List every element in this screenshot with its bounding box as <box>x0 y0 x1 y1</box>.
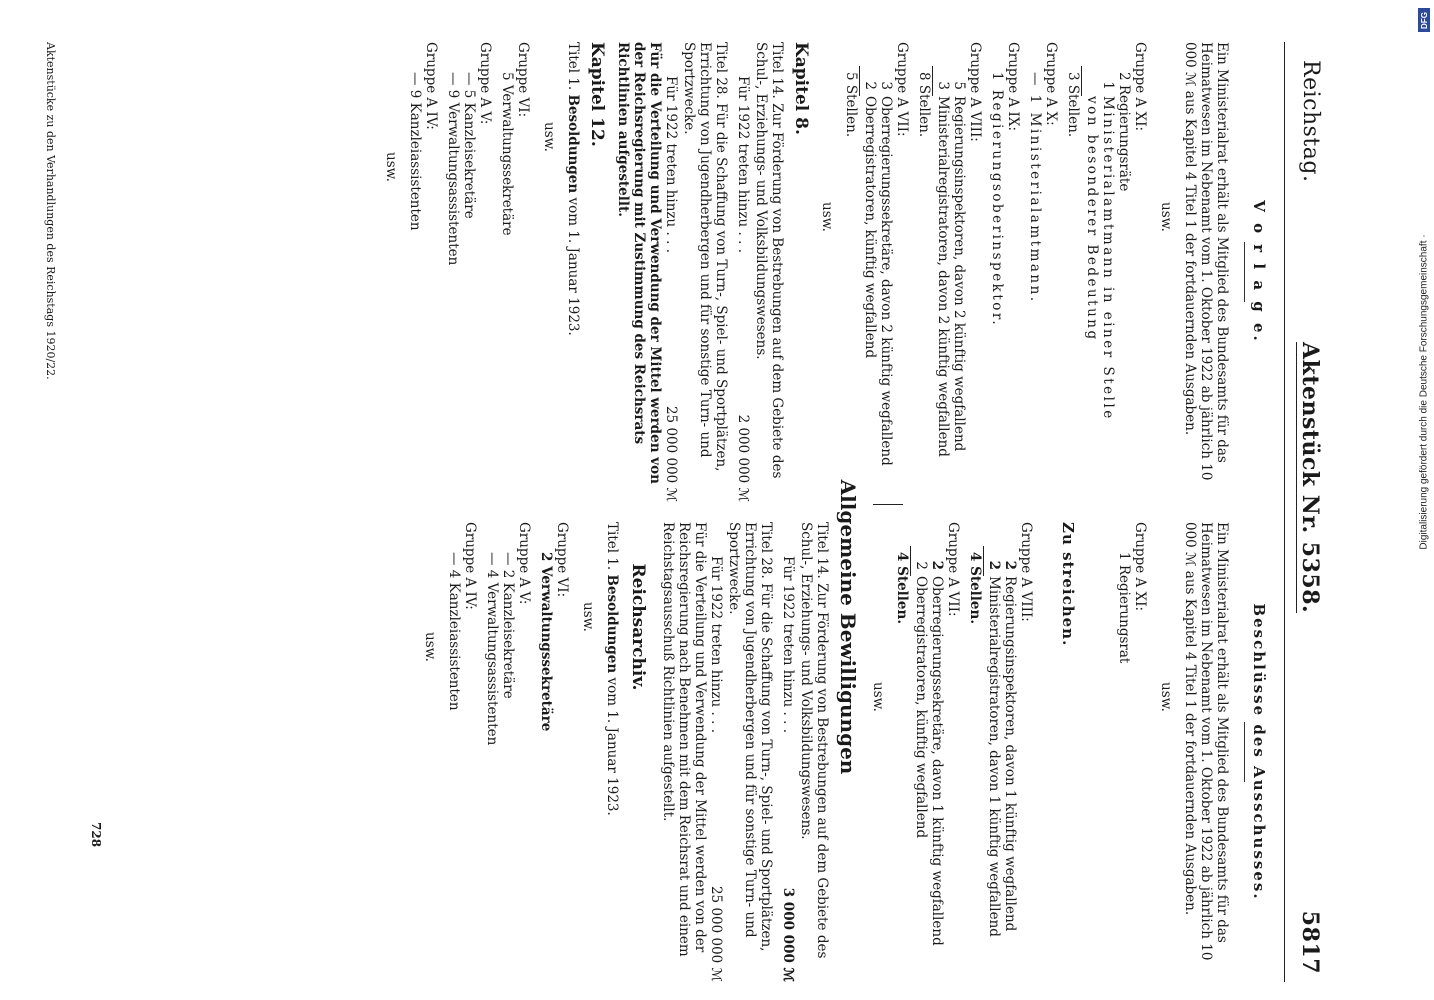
usw-text: usw. <box>422 632 438 662</box>
titel-paragraph <box>681 42 729 502</box>
entry-number: 2 <box>913 561 929 570</box>
usw-text: usw. <box>870 682 886 712</box>
group-entry: — 9 Kanzleiassistenten <box>407 72 423 231</box>
header-rule <box>1284 42 1285 982</box>
entry-number: 2 <box>1002 560 1018 570</box>
dfg-logo <box>1418 8 1430 32</box>
group-entry: 1 Regierungsrat <box>1116 552 1132 664</box>
amount-value: 3 000 000 ℳ <box>780 887 796 982</box>
sum-rule <box>1081 66 1082 96</box>
dfg-logo-text: DFG <box>1419 11 1429 29</box>
right-intro-paragraph: Ein Ministerialrat erhält als Mitglied des Bundesamts für das Heimatwesen im Nebenamt vom 1. Oktober 1922 ab jährlich 10 000 ℳ aus Kapitel 4 Titel 1 der fortdauernden Ausgaben. <box>1182 522 1230 961</box>
group-entry <box>1100 72 1116 502</box>
titel-bold-text: Besoldungen <box>604 574 620 674</box>
divider <box>1244 722 1245 782</box>
group-label: Gruppe A VIII: <box>967 42 983 142</box>
group-label: Gruppe A IX: <box>1005 42 1021 132</box>
titel-label: Titel 1. <box>565 42 581 91</box>
entry-text: Oberregistratoren, künftig wegfallend <box>862 96 878 359</box>
titel-text: vom 1. Januar 1923. <box>565 197 581 336</box>
group-entry: — 1 Ministerialamtmann. <box>1027 72 1043 304</box>
titel-text: Für die Schaffung von Turn-, Spiel- und Sportplätzen, Errichtung von Jugendherbergen und für sonstige Turn- und Sportzwecke. <box>681 42 729 472</box>
sum-rule <box>932 66 933 96</box>
amount-line <box>735 76 751 502</box>
dfg-credit-text: Digitalisierung gefördert durch die Deutsche Forschungsgemeinschaft · <box>1418 234 1430 550</box>
group-sum: 8 Stellen. <box>916 72 932 138</box>
titel-paragraph <box>565 42 581 502</box>
titel-paragraph <box>726 522 774 982</box>
reichsarchiv-heading: Reichsarchiv. <box>628 563 648 691</box>
group-label: Gruppe A X: <box>1043 42 1059 126</box>
entry-text: Regierungsinspektoren, davon 2 künftig wegfallend <box>951 96 967 452</box>
page-header <box>1289 42 1323 982</box>
entry-number: 3 <box>935 81 951 90</box>
titel-note: Für die Verteilung und Verwendung der Mittel werden von der Reichsregierung mit Zustimmung des Reichsrats Richtlinien aufgestellt. <box>615 42 663 484</box>
header-page-number: 5817 <box>1297 910 1323 974</box>
entry-text: Ministerialregistratoren, davon 2 künftig wegfallend <box>935 96 951 457</box>
entry-number: 2 <box>929 560 945 570</box>
group-label: Gruppe A XI: <box>1132 522 1148 612</box>
left-intro-paragraph: Ein Ministerialrat erhält als Mitglied des Bundesamts für das Heimatwesen im Nebenamt vom 1. Oktober 1922 ab jährlich 10 000 ℳ aus Kapitel 4 Titel 1 der fortdauernden Ausgaben. <box>1182 42 1230 481</box>
group-sum: 4 Stellen. <box>894 552 910 625</box>
amount-value: 25 000 000 ℳ <box>708 885 724 982</box>
group-entry <box>913 552 929 982</box>
small-page-number: 728 <box>89 822 103 848</box>
group-entry: 5 Verwaltungssekretäre <box>499 72 515 236</box>
usw-text: usw. <box>580 602 596 632</box>
entry-continuation: von besonderer Bedeutung <box>1084 96 1100 342</box>
titel-paragraph <box>798 522 830 982</box>
amount-line <box>708 556 724 982</box>
titel-text: Für die Schaffung von Turn-, Spiel- und Sportplätzen, Errichtung von Jugendherbergen und für sonstige Turn- und Sportzwecke. <box>726 522 774 952</box>
group-entry: 1 Regierungsoberinspektor. <box>989 72 1005 328</box>
group-label: Gruppe VI: <box>515 42 531 118</box>
group-entry: 2 Regierungsräte <box>1116 72 1132 192</box>
entry-number: 1 <box>1100 81 1116 90</box>
general-grants-heading: Allgemeine Bewilligungen <box>836 479 860 775</box>
amount-line <box>780 556 796 982</box>
group-entry: — 4 Verwaltungsassistenten <box>484 552 500 746</box>
amount-value: 25 000 000 ℳ <box>663 405 679 502</box>
group-label: Gruppe VI: <box>554 522 570 598</box>
strike-note: Zu streichen. <box>1059 522 1077 647</box>
group-entry <box>951 72 967 502</box>
amount-text: Für 1922 treten hinzu . . . <box>708 556 724 733</box>
amount-line <box>663 76 679 502</box>
amount-text: Für 1922 treten hinzu . . . <box>663 76 679 253</box>
group-entry <box>935 72 951 502</box>
titel-paragraph <box>753 42 785 502</box>
titel-label: Titel 14. <box>814 522 830 579</box>
titel-label: Titel 14. <box>769 42 785 99</box>
group-label: Gruppe A V: <box>516 522 532 605</box>
group-label: Gruppe A V: <box>477 42 493 125</box>
sum-rule <box>983 546 984 576</box>
usw-text: usw. <box>383 152 399 182</box>
entry-text: Ministerialregistratoren, davon 1 künftig wegfallend <box>986 576 1002 937</box>
usw-text: usw. <box>1158 682 1174 712</box>
page-footnote: Aktenstücke zu den Verhandlungen des Reichstags 1920/22. <box>44 42 57 380</box>
group-entry: — 9 Verwaltungsassistenten <box>445 72 461 266</box>
amount-text: Für 1922 treten hinzu . . . <box>780 556 796 733</box>
group-entry <box>1002 552 1018 982</box>
usw-text: usw. <box>819 202 835 232</box>
header-left: Reichstag. <box>1298 60 1323 183</box>
group-entry: — 2 Kanzleisekretäre <box>500 552 516 699</box>
usw-text: usw. <box>1158 202 1174 232</box>
amount-text: Für 1922 treten hinzu . . . <box>735 76 751 253</box>
titel-label: Titel 1. <box>604 522 620 571</box>
column-bracket <box>873 504 903 521</box>
usw-text: usw. <box>541 122 557 152</box>
group-sum: 5 Stellen. <box>843 72 859 138</box>
entry-text: Ministerialamtmann in einer Stelle <box>1100 96 1116 421</box>
group-sum: 4 Stellen. <box>967 552 983 625</box>
group-label: Gruppe A VIII: <box>1018 522 1034 622</box>
entry-number: 3 <box>878 81 894 90</box>
right-column-heading: Beschlüsse des Ausschusses. <box>1250 603 1268 901</box>
right-column <box>412 479 1275 982</box>
titel-note: Für die Verteilung und Verwendung der Mittel werden von der Reichsregierung nach Benehmen mit dem Reichsrat und einem Reichstagsausschuß Richtlinien aufgestellt. <box>660 522 708 957</box>
chapter-heading: Kapitel 12. <box>587 42 607 147</box>
group-label: Gruppe A XI: <box>1132 42 1148 132</box>
amount-value: 2 000 000 ℳ <box>735 414 751 502</box>
sum-rule <box>859 66 860 96</box>
group-label: Gruppe A VII: <box>894 42 910 137</box>
group-entry: — 4 Kanzleiassistenten <box>446 552 462 711</box>
group-label: Gruppe A IV: <box>462 522 478 610</box>
group-label: Gruppe A VII: <box>945 522 961 617</box>
titel-text: Zur Förderung von Bestrebungen auf dem Gebiete des Schul-, Erziehungs- und Volksbildungswesens. <box>753 42 785 479</box>
sum-rule <box>910 546 911 576</box>
group-entry <box>862 72 878 502</box>
entry-text: Oberregistratoren, künftig wegfallend <box>913 576 929 839</box>
group-label: Gruppe A IV: <box>423 42 439 130</box>
group-entry <box>986 552 1002 982</box>
entry-number: 2 <box>986 560 1002 570</box>
entry-text: Oberregierungssekretäre, davon 2 künftig wegfallend <box>878 96 894 466</box>
group-entry <box>929 552 945 982</box>
left-column <box>373 42 1275 502</box>
document-page <box>5 42 1335 982</box>
titel-bold-text: Besoldungen <box>565 94 581 194</box>
header-document-number: Aktenstück Nr. 5358. <box>1297 342 1323 614</box>
group-sum: 3 Stellen. <box>1065 72 1081 138</box>
chapter-heading: Kapitel 8. <box>791 42 811 135</box>
titel-text: Zur Förderung von Bestrebungen auf dem Gebiete des Schul-, Erziehungs- und Volksbildungswesens. <box>798 522 830 959</box>
titel-text: vom 1. Januar 1923. <box>604 677 620 816</box>
divider <box>1244 242 1245 302</box>
titel-label: Titel 28. <box>758 522 774 579</box>
titel-paragraph <box>604 522 620 982</box>
group-entry <box>878 72 894 502</box>
group-entry: 2 Verwaltungssekretäre <box>538 552 554 732</box>
entry-number: 2 <box>862 81 878 90</box>
entry-text: Oberregierungssekretäre, davon 1 künftig wegfallend <box>929 576 945 946</box>
entry-text: Regierungsinspektoren, davon 1 künftig wegfallend <box>1002 576 1018 932</box>
titel-label: Titel 28. <box>713 42 729 99</box>
group-entry: — 5 Kanzleisekretäre <box>461 72 477 219</box>
left-column-heading: V o r l a g e. <box>1250 200 1268 344</box>
entry-number: 5 <box>951 81 967 90</box>
